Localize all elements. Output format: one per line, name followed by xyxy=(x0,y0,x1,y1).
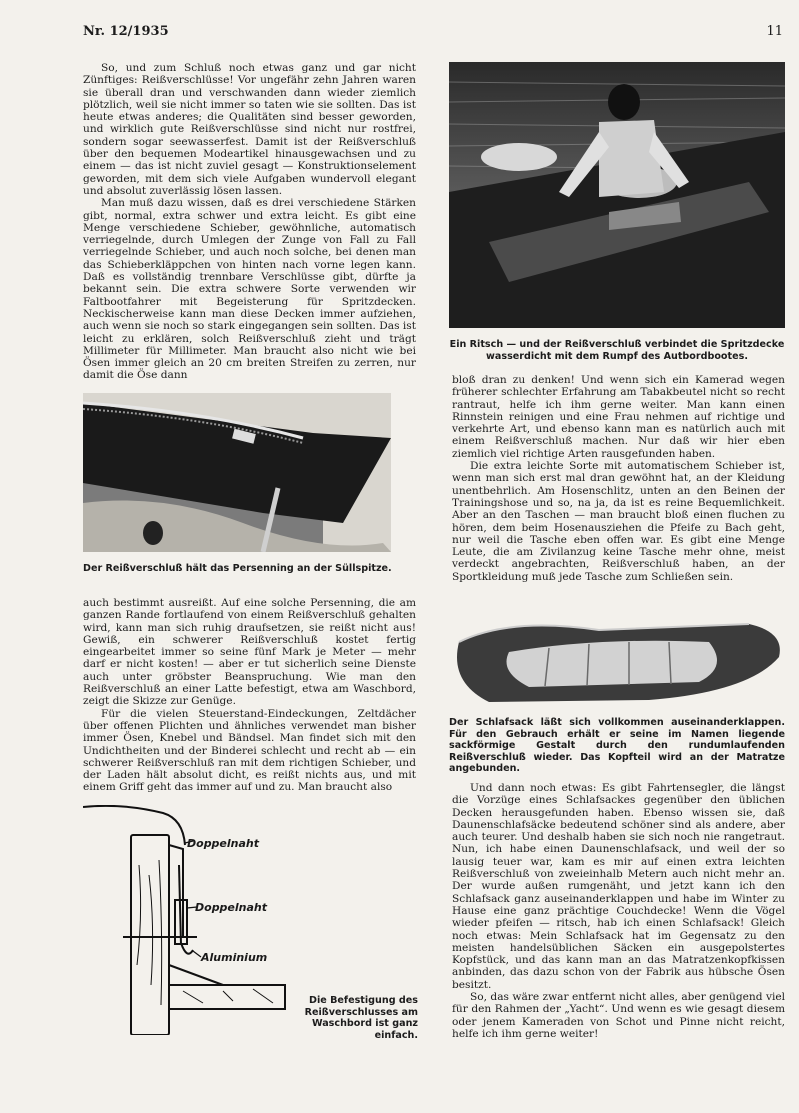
caption-cover: Der Reißverschluß hält das Persenning an der Süllspitze. xyxy=(83,563,392,574)
paragraph: auch bestimmt ausreißt. Auf eine solche Persenning, die am ganzen Rande fortlaufend von einem Reißverschluß gehalten wird, kann man sich ruhig draufsetzen, sie reißt nicht aus! Gewiß, ein schwerer Reißverschluß kostet fertig eingearbeitet immer so seine fünf Mark je Meter — mehr darf er nicht kosten! — aber er tut sicherlich seine Dienste auch unter gröbster Beanspruchung. Wie man den Reißverschluß an einer Latte befestigt, etwa am Waschbord, zeigt die Skizze zur Genüge. xyxy=(83,597,416,708)
sketch-label-double-seam-1: Doppelnaht xyxy=(187,837,260,850)
paragraph: Man muß dazu wissen, daß es drei verschiedene Stärken gibt, normal, extra schwer und extra leicht. Es gibt eine Menge verschiedene Schieber, gewöhnliche, automatisch verriegelnde, durch Umlegen der Zunge von Fall zu Fall verriegelnde Schieber, und auch noch solche, bei denen man das Schieberkläppchen von hinten nach vorne legen kann. Daß es vollständig trennbare Verschlüsse gibt, dürfte ja bekannt sein. Die extra schwere Sorte verwenden wir Faltbootfahrer mit Begeisterung für Spritzdecken. Neckischerweise kann man diese Decken immer aufziehen, auch wenn sie noch so stark eingegangen sein sollten. Das ist leicht zu erklären, solch Reißverschluß zieht und trägt Millimeter für Millimeter. Man braucht also nicht wie bei Ösen immer gleich an 20 cm breiten Streifen zu zerren, nur damit die Öse dann xyxy=(83,197,416,382)
column1-middle-text xyxy=(83,597,416,794)
paragraph: bloß dran zu denken! Und wenn sich ein Kamerad wegen früherer schlechter Erfahrung am Tabakbeutel nicht so recht rantraut, helfe ich ihm gerne weiter. Man kann einen Rinnstein reinigen und eine Frau nehmen auf richtige und verkehrte Art, und ebenso kann man es natürlich auch mit einem Reißverschluß machen. Nur daß wir hier eben ziemlich viel richtige Arten rausgefunden haben. xyxy=(452,374,785,460)
issue-number: Nr. 12/1935 xyxy=(83,24,169,39)
column2-middle-text xyxy=(452,374,785,583)
sketch-zipper-mounting xyxy=(83,805,288,1035)
paragraph: So, und zum Schluß noch etwas ganz und gar nicht Zünftiges: Reißverschlüsse! Vor ungefähr zehn Jahren waren sie überall dran und verschwanden dann wieder ziemlich plötzlich, weil sie nicht immer so taten wie sie sollten. Das ist heute etwas anderes; die Qualitäten sind besser geworden, und wirklich gute Reißverschlüsse sind nicht nur rostfrei, sondern sogar seewasserfest. Damit ist der Reißverschluß über den bequemen Modeartikel hinausgewachsen und zu einem — das ist nicht zuviel gesagt — Konstruktionselement geworden, mit dem sich viele Aufgaben wundervoll elegant und absolut zuverlässig lösen lassen. xyxy=(83,62,416,197)
page-header xyxy=(83,24,783,44)
page-number: 11 xyxy=(766,24,783,39)
photo-cover-zipper xyxy=(83,393,391,552)
column2-bottom-text xyxy=(452,782,785,1040)
paragraph: Und dann noch etwas: Es gibt Fahrtensegler, die längst die Vorzüge eines Schlafsackes gegenüber den üblichen Decken herausgefunden haben. Ebenso wissen sie, daß Daunenschlafsäcke bedeutend schöner sind als andere, aber auch teurer. Und deshalb haben sie sich noch nie rangetraut. Nun, ich habe einen Daunenschlafsack, und weil der so lausig teuer war, kam es mir auf einen extra leichten Reißverschluß von zweieinhalb Metern auch nicht mehr an. Der wurde außen rumgenäht, und jetzt kann ich den Schlafsack ganz auseinanderklappen und habe im Winter zu Hause eine ganz prächtige Couchdecke! Wenn die Vögel wieder pfeifen — ritsch, hab ich einen Schlafsack! Gleich noch etwas: Mein Schlafsack hat im Gegensatz zu den meisten handelsüblichen Säcken ein ausgepolstertes Kopfstück, und das kann man an das Matratzenkopfkissen anbinden, das dazu schon von der Fabrik aus hübsche Ösen besitzt. xyxy=(452,782,785,991)
sketch-label-double-seam-2: Doppelnaht xyxy=(195,901,268,914)
paragraph: Für die vielen Steuerstand-Eindeckungen, Zeltdächer über offenen Plichten und ähnliches verwendet man bisher immer Ösen, Knebel und Bändsel. Man findet sich mit den Undichtheiten und der Binderei schlecht und recht ab — ein schwerer Reißverschluß ran mit dem richtigen Schieber, und der Laden hält absolut dicht, es reißt nichts aus, und mit einem Griff geht das immer auf und zu. Man braucht also xyxy=(83,707,416,794)
sketch-label-aluminium: Aluminium xyxy=(201,951,268,964)
photo-sleeping-bag xyxy=(449,612,785,710)
photo-kayak-spray-deck xyxy=(449,62,785,328)
caption-kayak: Ein Ritsch — und der Reißverschluß verbindet die Spritzdecke wasserdicht mit dem Rumpf des Autbordbootes. xyxy=(449,339,785,362)
paragraph: Die extra leichte Sorte mit automatischem Schieber ist, wenn man sich erst mal dran gewöhnt hat, an der Kleidung unentbehrlich. Am Hosenschlitz, unten an den Beinen der Trainingshose und so, na ja, da ist es reine Bequemlichkeit. Aber an den Taschen — man braucht bloß einen fluchen zu hören, dem beim Hosenausziehen die Pfeife zu Bach geht, nur weil die Tasche eben offen war. Es gibt eine Menge Leute, die am Zivilanzug keine Tasche mehr ohne, meist verdeckt angebrachten, Reißverschluß haben, an der Sportkleidung muß jede Tasche zum Schließen sein. xyxy=(452,460,785,583)
caption-sleeping-bag: Der Schlafsack läßt sich vollkommen auseinanderklappen. Für den Gebrauch erhält er seine im Namen liegende sackförmige Gestalt durch den rundumlaufenden Reißverschluß wieder. Das Kopfteil wird an der Matratze angebunden. xyxy=(449,717,785,774)
paragraph: So, das wäre zwar entfernt nicht alles, aber genügend viel für den Rahmen der „Yacht“. Und wenn es wie gesagt diesem oder jenem Kameraden von Schot und Pinne nicht reicht, helfe ich ihm gerne weiter! xyxy=(452,991,785,1040)
column1-top-text xyxy=(83,62,416,382)
caption-sketch: Die Befestigung des Reißverschlusses am Waschbord ist ganz einfach. xyxy=(304,995,418,1041)
